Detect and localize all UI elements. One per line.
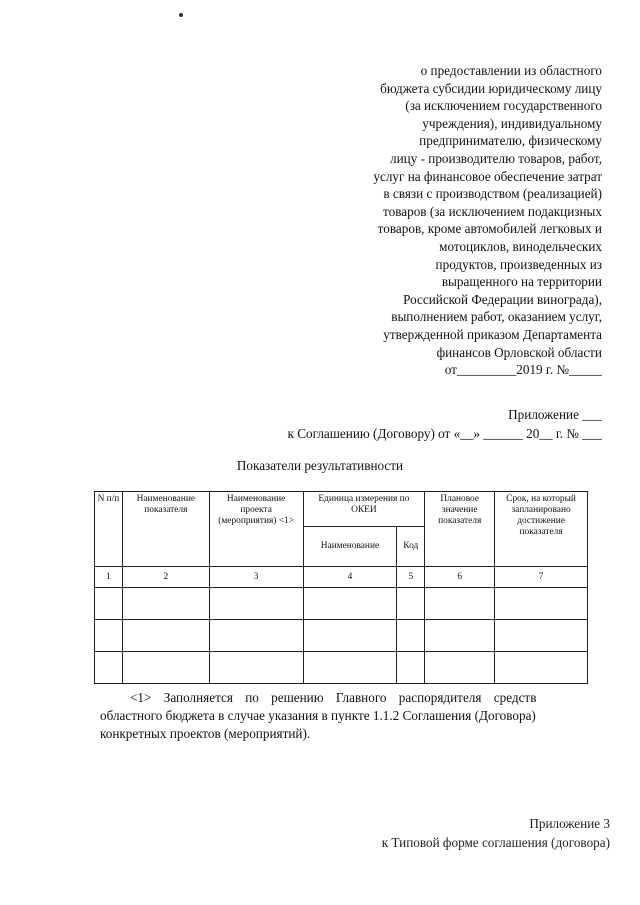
table-row bbox=[95, 620, 588, 652]
col-header-unit-name: Наименование bbox=[303, 527, 397, 567]
header-line: лицу - производителю товаров, работ, bbox=[390, 150, 602, 166]
header-line: предпринимателю, физическому bbox=[419, 133, 602, 149]
header-date-line: от_________2019 г. №_____ bbox=[444, 362, 602, 378]
col-header-unit-code: Код bbox=[397, 527, 425, 567]
scan-dot bbox=[179, 13, 183, 17]
table-cell bbox=[209, 652, 303, 684]
table-cell bbox=[495, 620, 588, 652]
appendix-3-heading bbox=[382, 814, 610, 852]
table-cell bbox=[397, 588, 425, 620]
table-cell bbox=[495, 588, 588, 620]
header-line: в связи с производством (реализацией) bbox=[383, 186, 602, 202]
header-line: выращенного на территории bbox=[441, 274, 602, 290]
column-number: 5 bbox=[397, 567, 425, 588]
table-cell bbox=[95, 620, 123, 652]
table-cell bbox=[122, 652, 209, 684]
table-cell bbox=[95, 588, 123, 620]
indicators-table bbox=[94, 491, 588, 684]
col-header-project-name: Наименование проекта (мероприятия) <1> bbox=[209, 492, 303, 567]
footnote-line: конкретных проектов (мероприятий). bbox=[100, 726, 311, 741]
table-cell bbox=[209, 620, 303, 652]
header-line: выполнением работ, оказанием услуг, bbox=[391, 309, 602, 325]
table-cell bbox=[303, 588, 397, 620]
table-cell bbox=[303, 652, 397, 684]
col-header-deadline: Срок, на который запланировано достижение показателя bbox=[495, 492, 588, 567]
header-line: учреждения), индивидуальному bbox=[422, 115, 602, 131]
column-number-row bbox=[95, 567, 588, 588]
table-row bbox=[95, 588, 588, 620]
header-reference-block bbox=[302, 62, 602, 379]
footnote bbox=[100, 689, 605, 743]
column-number: 4 bbox=[303, 567, 397, 588]
header-line: товаров (за исключением подакцизных bbox=[383, 203, 602, 219]
header-line: товаров, кроме автомобилей легковых и bbox=[377, 221, 602, 237]
appendix-heading bbox=[288, 405, 602, 443]
header-line: Российской Федерации винограда), bbox=[403, 291, 602, 307]
table-cell bbox=[397, 652, 425, 684]
appendix-3-reference: к Типовой форме соглашения (договора) bbox=[381, 835, 610, 850]
appendix-number: Приложение ___ bbox=[508, 407, 602, 422]
header-line: бюджета субсидии юридическому лицу bbox=[380, 80, 602, 96]
column-number: 6 bbox=[425, 567, 495, 588]
table-cell bbox=[122, 588, 209, 620]
header-line: (за исключением государственного bbox=[405, 98, 602, 114]
col-header-num: N п/п bbox=[95, 492, 123, 567]
header-line: продуктов, произведенных из bbox=[435, 256, 602, 272]
table-cell bbox=[95, 652, 123, 684]
table-title: Показатели результативности bbox=[236, 458, 404, 473]
table-cell bbox=[122, 620, 209, 652]
column-number: 7 bbox=[495, 567, 588, 588]
table-cell bbox=[303, 620, 397, 652]
table-row bbox=[95, 652, 588, 684]
header-line: мотоциклов, винодельческих bbox=[439, 238, 602, 254]
column-number: 3 bbox=[209, 567, 303, 588]
table-cell bbox=[495, 652, 588, 684]
footnote-line: областного бюджета в случае указания в пункте 1.1.2 Соглашения (Договора) bbox=[100, 708, 536, 723]
table-cell bbox=[425, 588, 495, 620]
col-header-planned-value: Плановое значение показателя bbox=[425, 492, 495, 567]
table-cell bbox=[425, 620, 495, 652]
column-number: 2 bbox=[122, 567, 209, 588]
table-header-row bbox=[95, 492, 588, 527]
header-line: утвержденной приказом Департамента bbox=[383, 326, 602, 342]
footnote-line: <1> Заполняется по решению Главного распорядителя средств bbox=[130, 690, 537, 705]
header-line: финансов Орловской области bbox=[436, 344, 602, 360]
header-line: услуг на финансовое обеспечение затрат bbox=[373, 168, 602, 184]
table-cell bbox=[397, 620, 425, 652]
table-cell bbox=[209, 588, 303, 620]
col-header-unit-group: Единица измерения по ОКЕИ bbox=[303, 492, 425, 527]
column-number: 1 bbox=[95, 567, 123, 588]
appendix-agreement-ref: к Соглашению (Договору) от «__» ______ 20__ г. № ___ bbox=[287, 426, 602, 441]
col-header-indicator-name: Наименование показателя bbox=[122, 492, 209, 567]
appendix-3-number: Приложение 3 bbox=[529, 816, 610, 831]
header-line: о предоставлении из областного bbox=[420, 63, 602, 78]
table-cell bbox=[425, 652, 495, 684]
